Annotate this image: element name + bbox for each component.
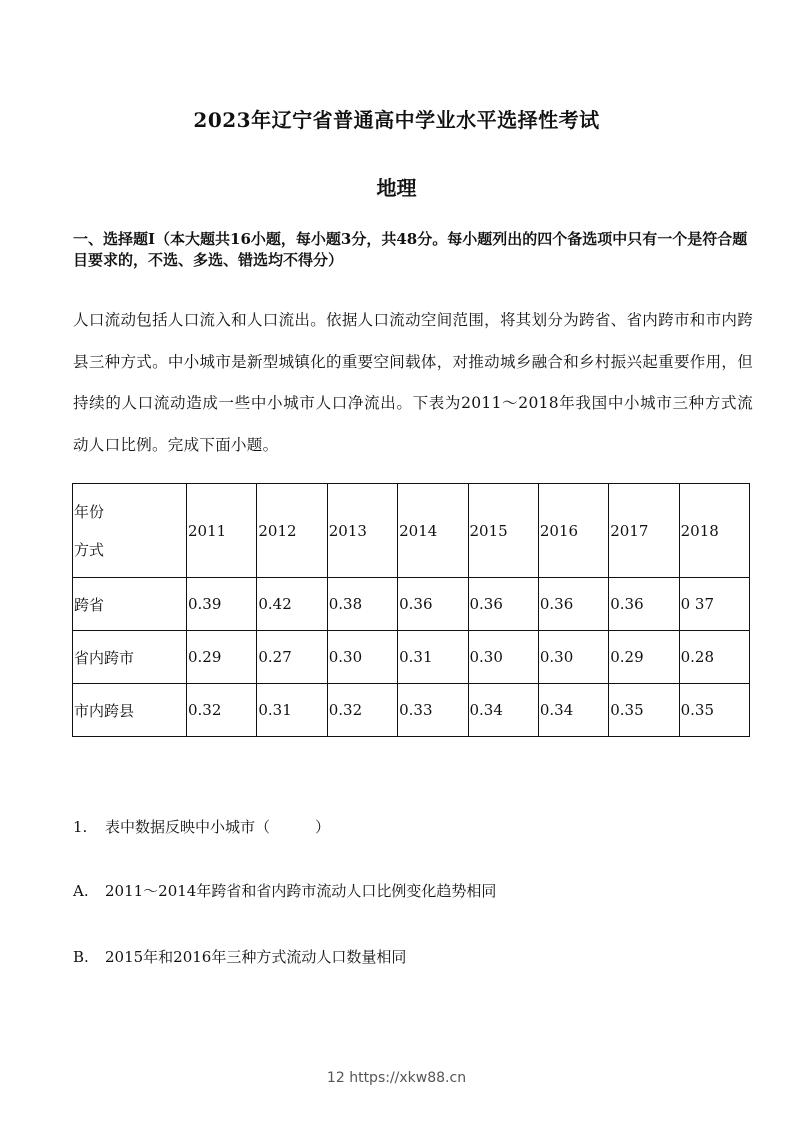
table-cell: 0.32 (327, 684, 397, 737)
site-url: https://xkw88.cn (349, 1070, 467, 1086)
table-cell: 0.36 (468, 578, 538, 631)
year-header: 2015 (468, 484, 538, 578)
year-header: 2014 (398, 484, 468, 578)
option-letter: B. (73, 948, 89, 966)
row-label: 市内跨县 (73, 684, 187, 737)
table-cell: 0.35 (679, 684, 749, 737)
table-cell: 0.34 (468, 684, 538, 737)
year-header: 2012 (257, 484, 327, 578)
row-label: 省内跨市 (73, 631, 187, 684)
table-cell: 0.31 (398, 631, 468, 684)
table-cell: 0.36 (609, 578, 679, 631)
table-row (73, 631, 750, 684)
page-number: 12 (326, 1070, 345, 1086)
year-header: 2017 (609, 484, 679, 578)
table-cell: 0.35 (609, 684, 679, 737)
year-header: 2013 (327, 484, 397, 578)
table-row (73, 684, 750, 737)
table-cell: 0.32 (187, 684, 257, 737)
question-stem (73, 816, 330, 837)
table-cell: 0.38 (327, 578, 397, 631)
question-number: 1. (73, 818, 88, 836)
subject-title: 地理 (376, 176, 417, 200)
reading-passage: 人口流动包括人口流入和人口流出。依据人口流动空间范围，将其划分为跨省、省内跨市和市内跨县三种方式。中小城市是新型城镇化的重要空间载体，对推动城乡融合和乡村振兴起重要作用，但持续的人口流动造成一些中小城市人口净流出。下表为2011～2018年我国中小城市三种方式流动人口比例。完成下面小题。 (73, 311, 753, 454)
table-cell: 0.30 (327, 631, 397, 684)
year-header: 2011 (187, 484, 257, 578)
row-label: 跨省 (73, 578, 187, 631)
header-corner-cell (73, 484, 187, 578)
table-cell: 0.39 (187, 578, 257, 631)
table-cell: 0.29 (187, 631, 257, 684)
document-title: 2023年辽宁省普通高中学业水平选择性考试 (193, 108, 600, 132)
table-cell: 0.30 (538, 631, 608, 684)
year-header: 2016 (538, 484, 608, 578)
option-b (73, 946, 406, 967)
year-header: 2018 (679, 484, 749, 578)
table-cell: 0 37 (679, 578, 749, 631)
table-cell: 0.34 (538, 684, 608, 737)
header-method-label: 方式 (74, 540, 105, 559)
page-footer (0, 1070, 793, 1086)
table-cell: 0.27 (257, 631, 327, 684)
population-flow-table (72, 483, 750, 737)
option-text: 2011～2014年跨省和省内跨市流动人口比例变化趋势相同 (105, 882, 497, 900)
header-year-label: 年份 (74, 502, 105, 521)
option-a (73, 880, 496, 901)
section-header: 一、选择题Ⅰ（本大题共16小题，每小题3分，共48分。每小题列出的四个备选项中只有一个是符合题目要求的，不选、多选、错选均不得分） (73, 230, 748, 269)
table-header-row (73, 484, 750, 578)
question-text: 表中数据反映中小城市（ ） (105, 818, 331, 836)
table-row (73, 578, 750, 631)
table-cell: 0.31 (257, 684, 327, 737)
table-cell: 0.28 (679, 631, 749, 684)
table-cell: 0.29 (609, 631, 679, 684)
table-cell: 0.36 (398, 578, 468, 631)
table-cell: 0.36 (538, 578, 608, 631)
table-cell: 0.30 (468, 631, 538, 684)
option-letter: A. (73, 882, 89, 900)
table-cell: 0.33 (398, 684, 468, 737)
option-text: 2015年和2016年三种方式流动人口数量相同 (105, 948, 407, 966)
table-cell: 0.42 (257, 578, 327, 631)
